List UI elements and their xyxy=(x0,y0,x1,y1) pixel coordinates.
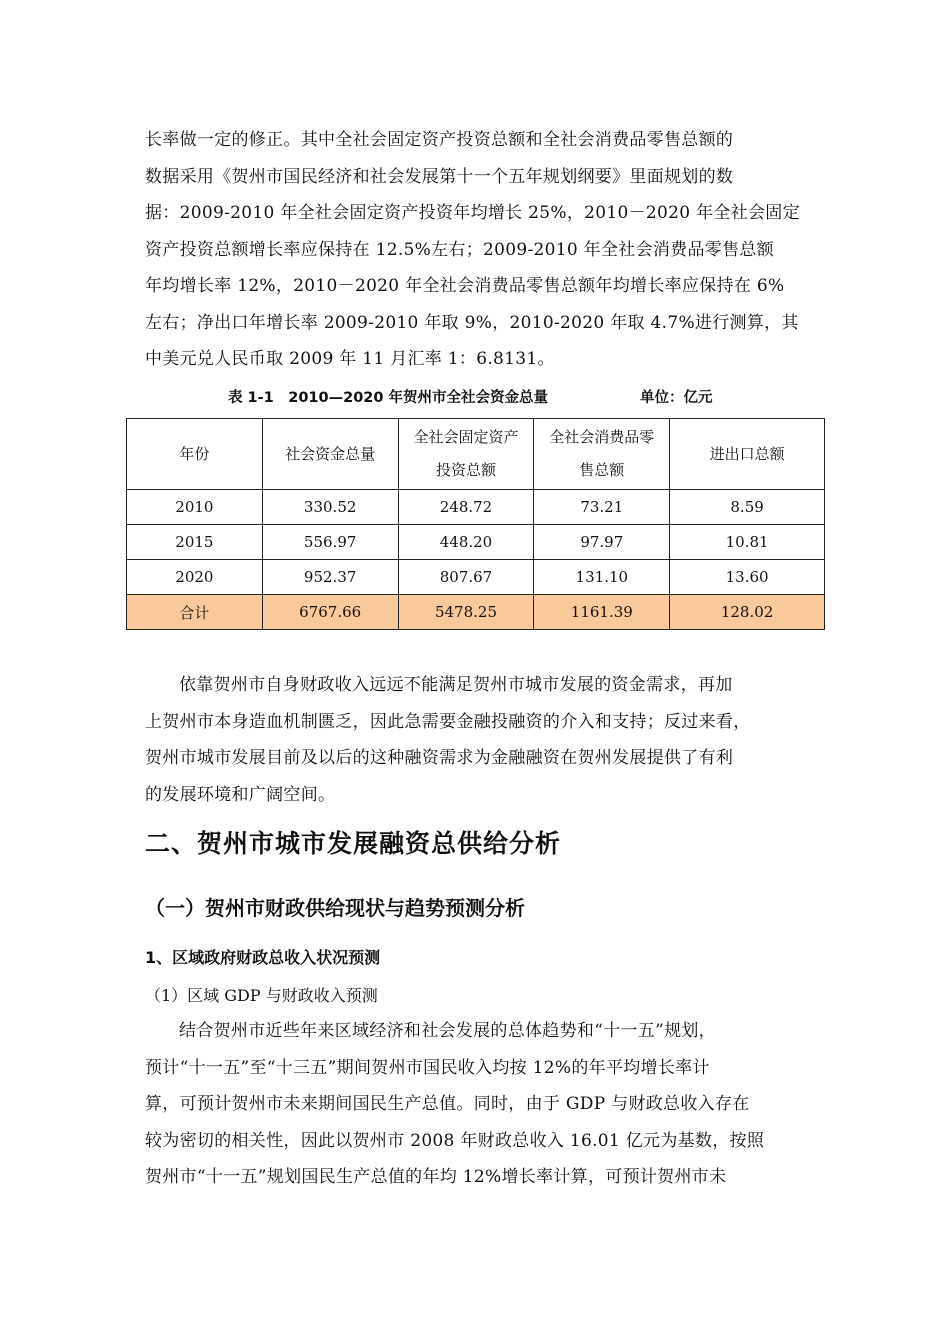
header-year: 年份 xyxy=(127,419,263,490)
cell-retail-sales-sum: 1161.39 xyxy=(534,595,670,630)
cell-import-export-sum: 128.02 xyxy=(670,595,825,630)
header-fixed-investment-line1: 全社会固定资产 xyxy=(413,428,519,446)
cell-total-capital: 330.52 xyxy=(262,490,398,525)
header-fixed-investment xyxy=(398,419,534,490)
paragraph-line: 的发展环境和广阔空间。 xyxy=(145,784,336,805)
cell-retail-sales: 97.97 xyxy=(534,525,670,560)
gdp-forecast-paragraph xyxy=(145,1013,805,1196)
cell-total-capital: 556.97 xyxy=(262,525,398,560)
table-total-row xyxy=(127,595,825,630)
table-caption-unit: 单位：亿元 xyxy=(640,390,713,406)
paragraph-line: 较为密切的相关性，因此以贺州市 2008 年财政总收入 16.01 亿元为基数，按照 xyxy=(145,1130,765,1151)
header-retail-sales xyxy=(534,419,670,490)
cell-fixed-investment: 807.67 xyxy=(398,560,534,595)
paragraph-line: 结合贺州市近些年来区域经济和社会发展的总体趋势和“十一五”规划， xyxy=(179,1021,716,1041)
cell-import-export: 8.59 xyxy=(670,490,825,525)
intro-line: 据：2009-2010 年全社会固定资产投资年均增长 25%，2010－2020 年全社会固定 xyxy=(145,203,800,223)
subsection-heading: （一）贺州市财政供给现状与趋势预测分析 xyxy=(145,896,525,920)
cell-year: 2020 xyxy=(127,560,263,595)
header-fixed-investment-line2: 投资总额 xyxy=(435,461,496,479)
cell-retail-sales: 73.21 xyxy=(534,490,670,525)
intro-line: 长率做一定的修正。其中全社会固定资产投资总额和全社会消费品零售总额的 xyxy=(145,130,734,150)
header-import-export: 进出口总额 xyxy=(670,419,825,490)
cell-import-export: 10.81 xyxy=(670,525,825,560)
funding-need-paragraph xyxy=(145,667,805,813)
table-row xyxy=(127,490,825,525)
cell-import-export: 13.60 xyxy=(670,560,825,595)
intro-paragraph xyxy=(145,122,805,378)
table-row xyxy=(127,525,825,560)
paragraph-line: 贺州市“十一五”规划国民生产总值的年均 12%增长率计算，可预计贺州市未 xyxy=(145,1167,727,1187)
cell-year: 2015 xyxy=(127,525,263,560)
table-caption-title: 表 1-1 2010—2020 年贺州市全社会资金总量 xyxy=(228,390,549,406)
table-header-row xyxy=(127,419,825,490)
cell-fixed-investment: 448.20 xyxy=(398,525,534,560)
header-retail-sales-line2: 售总额 xyxy=(579,461,625,479)
header-total-capital: 社会资金总量 xyxy=(262,419,398,490)
cell-year: 2010 xyxy=(127,490,263,525)
capital-table xyxy=(126,418,825,630)
header-retail-sales-line1: 全社会消费品零 xyxy=(549,428,655,446)
intro-line: 年均增长率 12%，2010－2020 年全社会消费品零售总额年均增长率应保持在 6% xyxy=(145,276,785,296)
intro-line: 中美元兑人民币取 2009 年 11 月汇率 1：6.8131。 xyxy=(145,349,555,369)
sub-subsection-heading: 1、区域政府财政总收入状况预测 xyxy=(145,948,381,967)
intro-line: 左右；净出口年增长率 2009-2010 年取 9%，2010-2020 年取 4.7%进行测算，其 xyxy=(145,312,799,333)
cell-total-capital: 952.37 xyxy=(262,560,398,595)
section-heading: 二、贺州市城市发展融资总供给分析 xyxy=(145,829,562,858)
item-heading: （1）区域 GDP 与财政收入预测 xyxy=(145,986,378,1005)
cell-total-capital-sum: 6767.66 xyxy=(262,595,398,630)
intro-line: 资产投资总额增长率应保持在 12.5%左右；2009-2010 年全社会消费品零售总额 xyxy=(145,239,774,260)
paragraph-line: 依靠贺州市自身财政收入远远不能满足贺州市城市发展的资金需求，再加 xyxy=(179,675,733,695)
intro-line: 数据采用《贺州市国民经济和社会发展第十一个五年规划纲要》里面规划的数 xyxy=(145,166,734,187)
paragraph-line: 贺州市城市发展目前及以后的这种融资需求为金融融资在贺州发展提供了有利 xyxy=(145,748,734,768)
cell-fixed-investment-sum: 5478.25 xyxy=(398,595,534,630)
cell-fixed-investment: 248.72 xyxy=(398,490,534,525)
paragraph-line: 算，可预计贺州市未来期间国民生产总值。同时，由于 GDP 与财政总收入存在 xyxy=(145,1094,750,1114)
paragraph-line: 预计“十一五”至“十三五”期间贺州市国民收入均按 12%的年平均增长率计 xyxy=(145,1057,710,1078)
table-caption xyxy=(0,386,950,410)
cell-total-label: 合计 xyxy=(127,595,263,630)
table-row xyxy=(127,560,825,595)
cell-retail-sales: 131.10 xyxy=(534,560,670,595)
paragraph-line: 上贺州市本身造血机制匮乏，因此急需要金融投融资的介入和支持；反过来看， xyxy=(145,711,751,732)
